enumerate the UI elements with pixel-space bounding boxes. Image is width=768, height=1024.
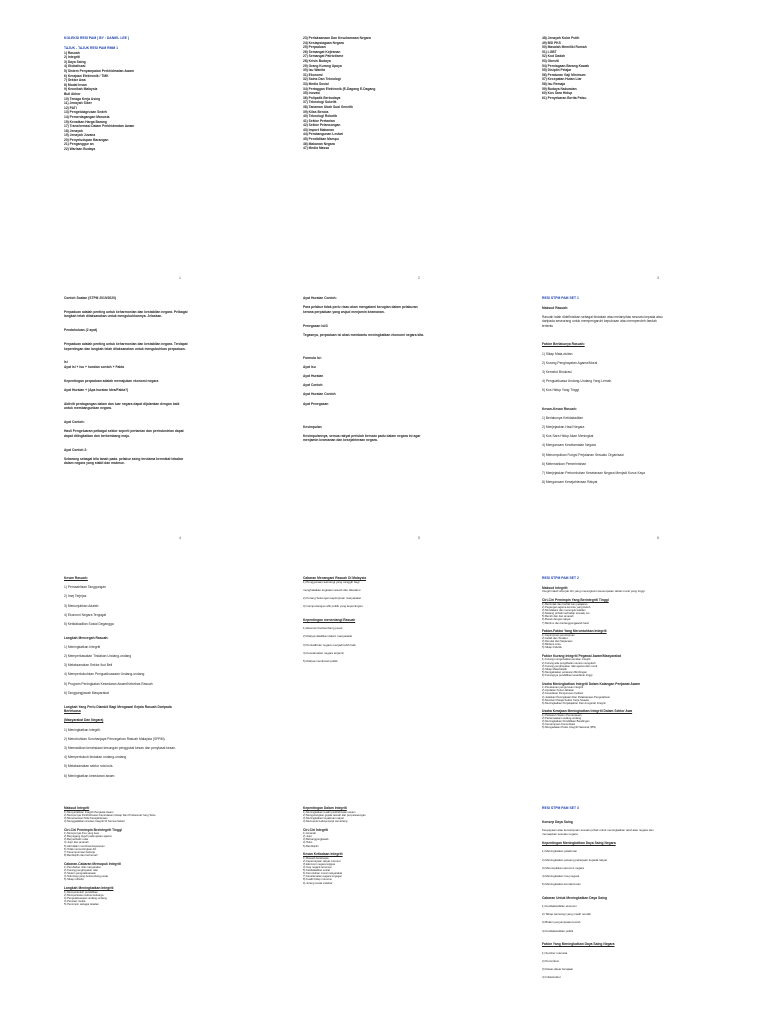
text-line: 34) Pertaggan Elektronik (E-Dagang E-Dagang	[303, 86, 376, 91]
text-line: 5) Kos Hidup Yang Tinggi	[542, 388, 580, 393]
text-line: 5) Melaksanakan sektor ruta kuis.	[64, 764, 114, 769]
text-line: Kepentingan Meningkatkan Daya Saing Negara	[542, 841, 616, 846]
text-line: 1) Kepimpinan pemimpinan	[542, 633, 575, 637]
text-line: Usaha Kerajaan Meningkatkan Integriti Dalam Sektor Awa	[542, 709, 633, 714]
text-line: 2) Kurang Sokongan kepimpinan masyarakat	[303, 596, 361, 600]
text-line: 5) Rakyat menikmati politik	[303, 659, 338, 663]
text-line: Pendahuluan (2 ayat)	[64, 328, 98, 333]
text-line: 6) Busuk dengan rakyat	[542, 618, 571, 622]
text-line: Ciri-Ciri Integriti	[303, 827, 329, 832]
text-line: Isi	[64, 360, 68, 365]
text-line: 3) Penguatkuasaan undang-undang	[64, 896, 107, 900]
text-line: KOLEKSI RESI PAM ( BY : DANIEL LEE )	[64, 36, 129, 40]
text-line: 2) Menjejaskan Hasil Negara	[542, 425, 585, 430]
text-line: 48) Jenayah Kolar Putih	[542, 36, 580, 40]
text-line: 3) Kesedaran Pengurusan Institusi	[542, 692, 584, 696]
text-line: 4) Ekonomi Negara Tergugat	[64, 612, 107, 617]
text-line: 2) Rakyat diadilkan dalam masyarakat	[303, 635, 353, 639]
text-line: (Masyarakat Dan Negara)	[64, 718, 104, 723]
text-line: 1) Memperkukuh pendidikan	[64, 890, 98, 894]
text-line: 14) Pemerdagangan Manusia	[64, 114, 110, 119]
text-line: TAJUK - TAJUK RESI PAM RMM 1	[64, 45, 119, 50]
text-line: kepentingan dan langkah telah dilaksanakan untuk mengukuhkan perpaduan.	[64, 346, 186, 351]
text-line: 1) Penggunaan teknologi yang canggih bagi	[303, 580, 360, 584]
text-line: 4) Ketidakstabilan politik	[542, 929, 574, 933]
text-line: 18) Jenayah	[64, 128, 83, 133]
text-line: 2) Kurang ada penglibatan secara mengukuh	[542, 661, 596, 665]
text-line: 3) Dasar-dasar kerajaan	[542, 967, 574, 971]
text-line: 3) Meningkatkan Pendidikan Bandingan	[542, 720, 590, 724]
text-line: 2) Pemimbun	[542, 959, 560, 963]
text-line: 1) Ketidakstabilan ekonomi	[542, 905, 577, 909]
text-line: 38) Tanaman Ubah Suai Genetik	[303, 104, 353, 109]
text-line: 6) Melemahkan Pemerintahan	[542, 461, 587, 466]
text-line: 3) Ekonomi negara terjejas	[303, 863, 336, 866]
text-line: 2) Jujur	[303, 835, 312, 839]
text-line: 56) Peraturan Gaji Minimum	[542, 72, 586, 77]
text-line: 3) Kos Sara Hidup Akan Meningkat	[542, 434, 594, 439]
text-line: menjamin keamanan dan kesejahteraan negara.	[303, 438, 378, 443]
text-line: 3) Menanamkan Nilai Kesejahteraan	[64, 816, 108, 820]
document-page	[303, 36, 535, 284]
text-line: Ayat Contoh 2:	[64, 447, 88, 452]
text-line: 7) Menjejaskan Pertumbuhan Kesetaraan Negara Menjadi Kurus Kaya	[542, 470, 645, 475]
text-line: 3) Campurtangan ahli politik yang kepentingan.	[303, 605, 364, 609]
text-line: Integriti ialah sifat jati diri yang merangkumi kesempatan tabiat moral yang tinggi.	[542, 590, 646, 594]
text-line: 7) Kesempurnaan bekerja	[64, 850, 95, 854]
text-line: 6) Meningkatkan kesedaran awam	[64, 773, 115, 778]
text-line: 43) Import Makanan	[303, 127, 334, 132]
text-line: 2) Pegangan agama kemutu yang kukuh	[542, 606, 591, 610]
text-line: Ayat Huraian Contoh	[303, 392, 336, 397]
text-line: 1) Rasuah	[64, 50, 80, 55]
text-line: 8) Modal Insan	[64, 82, 87, 87]
text-line: 4) Matang prihatin terhadap sesuatu isu	[542, 612, 590, 616]
text-line: 1) Perkukuh Sistem Pemantauan	[542, 713, 582, 717]
text-line: 2) Tahap teknologi yang masih rendah	[542, 913, 591, 917]
text-line: 51) LGBT	[542, 49, 557, 54]
text-line: 5) Ketidakadilan sosial	[303, 869, 330, 873]
text-line: 50) Masalah Memiliki Rumah	[542, 45, 587, 50]
text-line: 4) Memupuk budaya kerja cemerlang	[303, 819, 348, 823]
document-page	[303, 576, 535, 824]
page-number: 2	[418, 276, 420, 280]
text-line: 45) Pendidikan Mampu	[303, 137, 339, 142]
text-line: Para pelabur tidak perlu risau akan mengalami kerugian dalam pelaburan	[303, 305, 418, 310]
text-line: 5) Menumpulkan Fungsi Perjalanan Sesuatu Organisasi	[542, 452, 624, 457]
text-line: 3) Menunjukkan ekonomi negara	[542, 866, 585, 870]
text-line: 5) Sikap Individu	[542, 646, 562, 650]
text-line: 4) Jujur dan amanah	[64, 841, 89, 845]
text-line: Cabaran-Cabaran Memupuk Integriti	[64, 861, 121, 866]
text-line: 4) Jelaskan Peningkatan Dan Pelaksanaan Pengetahuan	[542, 695, 611, 699]
text-line: 30) Isu Wanita	[303, 68, 326, 73]
text-line: 31) Ekonomi	[303, 72, 323, 77]
text-line: 26) Semangat Kejiranan	[303, 49, 341, 54]
text-line: 10) Tenaga Kerja Asing	[64, 96, 101, 101]
text-line: 3) Dimulai dari Sarjanaan	[542, 640, 573, 643]
text-line: 21) Penganggur an	[64, 142, 94, 147]
text-line: 5) Memberi Pelaja Sektor Kerja Swasta	[542, 698, 589, 702]
text-line: Aktiviti perdagangan dalam dan luar negara dapat dijalankan dengan baik	[64, 401, 180, 406]
text-line: Buil Akhor	[64, 91, 81, 96]
text-line: 4) Meningkatkan imej negara	[542, 874, 580, 878]
text-line: 3) Meningkatkan keyakinan rakyat	[303, 816, 344, 820]
document-page	[542, 806, 768, 1022]
text-line: Ciri-Ciri Pemimpin Berintegriti Tinggi	[64, 827, 123, 832]
text-line: Kesimpulannya, semua rakyat perlulah bersatu padu dalam negara ini agar	[303, 433, 421, 438]
text-line: dapat ditingkatkan dan berkembang maju.	[64, 433, 130, 438]
page-number: 6	[657, 536, 659, 540]
page-number: 5	[418, 536, 420, 540]
text-line: 2) Arpdatan Ketua Jabatan	[542, 689, 574, 693]
text-line: Kepentingan menentangi Rasuah	[303, 617, 356, 622]
text-line: 59) Budaya Naburaian	[542, 86, 577, 91]
text-line: 3) Pentadbiran negara menjadi lebih baik	[303, 643, 356, 647]
text-line: 2) Imej Terjejas	[64, 594, 87, 599]
text-line: Ayat Huraian Contoh:	[303, 296, 337, 300]
document-page	[303, 806, 535, 1022]
text-line: 1) Rasuah berleluasa	[303, 856, 329, 860]
text-line: 5) Mengadakan Pelan Integriti Nasional (PIN)	[542, 726, 597, 730]
text-line: 3) Daya Saing	[64, 59, 86, 64]
text-line: Kepentingan Dalam Integriti	[303, 806, 347, 810]
text-line: menghalalkan kegiatan rasuah dan diketahui	[303, 588, 361, 592]
text-line: 1) Amanah	[303, 832, 316, 836]
text-line: Formula Isi:	[303, 355, 322, 360]
text-line: 22) Warisan Budaya	[64, 147, 96, 152]
text-line: 4) Kemampuan Komunikasi	[542, 723, 576, 727]
text-line: 1) Sumber manusia	[542, 951, 568, 955]
page-number: 4	[179, 536, 181, 540]
text-line: RESI STPM PAM SET 2	[542, 576, 579, 580]
text-line: 37) Teknologi Sukelik	[303, 100, 337, 105]
text-line: memajukan sesuatu negara	[542, 832, 578, 836]
text-line: 15) Kenaikan Harga Barang	[64, 119, 107, 124]
text-line: Kesan Ketiadaan Integriti	[303, 852, 343, 857]
text-line: 6) Meningkatkan Penjelajahan Dan Anugerah Integriti	[542, 701, 606, 705]
text-line: Contoh Soalan (STPM 2019/2020)	[64, 296, 117, 300]
text-line: kerana perpaduan yang wujud menjamin keamanan.	[303, 309, 385, 314]
text-line: 3) Menunjukkan Adalah	[64, 603, 99, 608]
document-page	[64, 296, 296, 544]
text-line: 40) Teknologi Robotik	[303, 114, 338, 119]
text-line: untuk membangunkan negara.	[64, 406, 112, 411]
text-line: Ayat Huraian + (Apa huraian Idea/Fakta?)	[64, 387, 129, 392]
text-line: 3) Melaksanakan Sektor Ikut Beli	[64, 663, 113, 668]
text-line: Maksud Rasuah:	[542, 305, 569, 310]
text-line: 5) Sikap individu	[64, 878, 84, 882]
text-line: 1) Pemaahlisan Tanggungan	[64, 585, 106, 590]
text-line: 1) Menyerlahkan Integriti Penjawat Awam	[64, 810, 114, 814]
text-line: 4) Peranan media	[64, 900, 86, 904]
text-line: 4) Menggalakkan Amalan Integriti Di Semua Sektor	[64, 819, 125, 823]
text-line: Faktor Yang Meningkatkan Daya Saing Negara	[542, 942, 615, 947]
text-line: 3) Kurang penghayatan nilai agama dan moral	[542, 664, 598, 668]
text-line: 49) BSI PKS	[542, 40, 561, 45]
text-line: Langkah Yang Perlu Diambil Bagi Mengawal Gejala Rasuah Daripada	[64, 704, 172, 709]
document-page	[542, 296, 768, 544]
text-line: 2) Menubuhkan Suruhanjaya Pencegahan Rasuah Malaysia (SPRM).	[64, 736, 166, 741]
page-number: 1	[179, 276, 181, 280]
text-line: 42) Sektor Pelancongan	[303, 123, 341, 128]
text-line: Penegasan Isi/3	[303, 323, 328, 328]
page-number: 3	[657, 276, 659, 280]
text-line: Cabaran Untuk Meningkatkan Daya Saing	[542, 895, 608, 900]
text-line: 3) Memastikan kerahsiaan kesungan penggubal kesan dan penyiasat kesan.	[64, 745, 176, 750]
text-line: 1) Ekonomi berkembang pesat	[303, 627, 343, 631]
text-line: 4) Imej negara tercemar	[303, 866, 332, 870]
text-line: 1) Perubahan nilai masyarakat	[64, 866, 101, 870]
document-page	[303, 296, 535, 544]
text-line: 23) Perlaksanaan Dan Kesukarnaan Negara	[303, 36, 371, 40]
text-line: Ayat Isi + Isu + huraian contoh + Fakta	[64, 364, 125, 369]
text-line: 3) Berperibadi mulia	[64, 838, 89, 842]
text-line: 9) Keunikah Malaysia	[64, 87, 98, 92]
text-line: 6) Tidak mementingkan diri	[64, 847, 97, 851]
text-line: Perpaduan adalah penting untuk keharmonian dan kestabilan negara. Terdapat	[64, 341, 188, 346]
text-line: Ayat Isu	[303, 364, 316, 369]
text-line: Langkah Meningkatkan Integriti	[64, 886, 114, 891]
text-line: 4) Globalisasi	[64, 64, 86, 69]
text-line: 3) Kemelut Birokrasi	[542, 369, 572, 374]
text-line: 4) Memperkukuhkan Penguatkuasaan Undang-undang	[64, 672, 145, 677]
text-line: 20) Penyeludupan Barangan	[64, 137, 109, 142]
text-line: Usaha Meningkatkan Integriti Dalam Kalangan Penjawat Awam	[542, 681, 641, 686]
text-line: 1) Berlakunya Ketidakadilan	[542, 415, 584, 420]
text-line: 11) Jenayah Siber	[64, 101, 92, 106]
text-line: 7) Sektor Awa	[64, 78, 86, 83]
document-page	[64, 806, 296, 1022]
text-line: 36) Polipatik Berbudaya	[303, 95, 341, 100]
text-line: 4) Birdemi.ozca	[542, 643, 561, 647]
text-line: Kesan-Kesan Rasuah:	[542, 406, 577, 411]
text-line: 47) Media Massa	[303, 146, 330, 151]
text-line: 5) Mengabaikan peraturan Bimbingan	[542, 670, 587, 674]
text-line: 33) Media Sosial	[303, 81, 329, 86]
text-line: 4) Penguatkuasa Undang-Undang Yang Lemah	[542, 379, 612, 384]
text-line: 3) Mendalami dan menunjuk teladan	[542, 609, 586, 613]
text-line: 57) Kecepatan Hutan Liar	[542, 77, 582, 82]
text-line: 39) Kilas Bencia	[303, 109, 329, 114]
text-line: 4) Keselamatan negara terjamin	[303, 651, 345, 655]
text-line: 2) Memperkasakan Tindakan Undang-undang	[64, 654, 132, 659]
text-line: Ayat Contoh:	[64, 420, 85, 425]
text-line: Kepentingan perpaduan adalah memajukan ekonomi negara	[64, 378, 159, 383]
text-line: 24) Kesiapsiagaan Negara	[303, 40, 344, 45]
text-line: Konsep Daya Saing	[542, 820, 573, 825]
text-line: RESI STPM PAM SET 3	[542, 806, 579, 810]
text-line: 9) Jurang sosial melebar	[303, 881, 333, 885]
text-line: 5) Bersih dan dan amanah	[542, 615, 574, 619]
text-line: RESI STPM PAM SET 1	[542, 296, 579, 300]
text-line: 2) Meningkatkan peluang pekerjaan kepada rakyat	[542, 858, 607, 862]
text-line: 6) Tanggungjawab Masyarakat	[64, 690, 109, 695]
text-line: Tegasnya, perpaduan isi akan membantu meningkatkan ekonomi negara kita.	[303, 332, 425, 337]
text-line: 25) Perpaduan	[303, 45, 326, 50]
text-line: 2) Kepercayaan rakyat merosot	[303, 859, 341, 863]
text-line: Faktor Kurang Integriti Pegawai Awam/Masyarakat	[542, 653, 621, 658]
text-line: dalam negara yang stabil dan makmur.	[64, 461, 125, 466]
text-line: 1) Sikap Mata-duitan	[542, 351, 573, 356]
text-line: 46) Makanan Negara	[303, 141, 335, 146]
text-line: 5) Ketidakadilan Sosial Degangga	[64, 621, 114, 626]
text-line: 55) Disiplin Pelajar	[542, 68, 572, 73]
text-line: Maksud Integriti	[64, 806, 90, 810]
text-line: 29) Orang Kurang Upaya	[303, 63, 342, 68]
text-line: 19) Jenayah Juvana	[64, 133, 96, 138]
text-line: 1) Meningkatkan integriti.	[64, 727, 101, 732]
text-line: 1) Kurang mengehakkan amalan integriti	[542, 658, 591, 662]
document-page	[542, 36, 768, 284]
text-line: 32) Sains Dan Teknologi	[303, 77, 341, 82]
text-line: 2) Asilah dan Tenaker	[542, 636, 568, 640]
text-line: 28) Krisis Budaya	[303, 58, 331, 63]
text-line: 5) Adil dalam membuat keputusan	[64, 844, 105, 848]
text-line: 2) Mempunyai Perkhidmatan Kecerdasan Cekap Dan Profesional Yang Telus	[64, 813, 156, 817]
text-line: 12) PATI	[64, 105, 77, 110]
text-line: 2) Perkemaskan undang-undang	[542, 717, 582, 721]
text-line: 8) Berdisiplin dan berhemah	[64, 853, 98, 857]
text-line: 41) Sektor Pertanian	[303, 118, 335, 123]
text-line: 35) Inovasi	[303, 91, 321, 96]
text-line: 6) Kerajaan Elektronik / TMK	[64, 73, 109, 78]
text-line: 1) Mempunyai ilmu yang luas	[64, 832, 99, 836]
text-line: 6) Keruntuhan moral masyarakat	[303, 872, 343, 876]
text-line: Maksud Integriti:	[542, 585, 569, 590]
document-page	[64, 576, 296, 824]
text-line: 7) Keselamatan negara tergugat	[303, 875, 342, 879]
text-line: Langkah Mencegah Rasuah:	[64, 635, 109, 640]
text-line: Kesan Rasuah:	[64, 576, 88, 580]
text-line: 1) Meningkatkan Integriti	[64, 644, 101, 649]
text-line: 53) Obesiti	[542, 58, 559, 63]
text-line: 2) Kurang Penghayatan Agama/Moral	[542, 360, 598, 365]
text-line: Perpaduan adalah penting untuk keharmonian dan kestabilan negara. Pelbagai	[64, 309, 188, 314]
text-line: 4) Telus	[303, 841, 313, 845]
text-line: 3) Sistem penguatkuasaan	[64, 872, 96, 876]
text-line: 52) Kod Dadah	[542, 54, 566, 59]
text-line: 61) Penyebaran Berita Palsu	[542, 95, 587, 100]
text-line: 2) Berpegang teguh pada ajaran agama	[64, 835, 112, 839]
text-line: 13) Pengelolagrusan Sedeh	[64, 110, 108, 115]
text-line: 2) Mengurangkan gejala rasuah dan penyelewengan	[303, 813, 366, 817]
text-line: 5) Pemimpin sebagai teladan	[64, 903, 99, 907]
text-line: daripada seseorang untuk mempengaruhi keputusan atau memperoleh faedah	[542, 319, 657, 324]
text-line: Ayat Contoh	[303, 383, 323, 388]
text-line: Faktor-Faktor Yang Meruntuhkan Integriti	[542, 629, 607, 634]
text-line: Rasuah ialah didefinisikan sebagai tindakan atau melanyihas sesuatu kepada atau	[542, 314, 663, 319]
text-line: 2) Memperkasa institusi keluarga	[64, 893, 104, 897]
text-line: 4) Mengancam Keselamatan Negara	[542, 443, 596, 448]
text-line: 17) Transformasi Dalam Perkhidmatan Awam	[64, 124, 135, 129]
text-line: Kesimpulan	[303, 424, 322, 429]
text-line: 7) Berilmu dan bertanggungjawab hauri	[542, 621, 590, 625]
text-line: 3) Bertanggungjawab	[303, 838, 329, 842]
text-line: 27) Semangat Patriotisme	[303, 54, 344, 59]
text-line: 58) Isu Remaja	[542, 81, 566, 86]
text-line: Ayat Huraian	[303, 374, 324, 379]
text-line: 5) Sistem Penyampaian Perkhidmatan Awam	[64, 68, 134, 73]
text-line: 5) Program Peningkatan Kesedaran Awam/Kebebas Rasuah	[64, 681, 153, 686]
text-line: Cabaran Menangani Rasuah Di Malaysia	[303, 576, 367, 580]
text-line: 4) Infrastruktur	[542, 976, 561, 980]
text-line: langkah telah dilaksanakan untuk mengukuhkannya. Jelaskan.	[64, 314, 163, 319]
text-line: 1) Bertindak dan berfikir kan pelajaran	[542, 602, 588, 606]
text-line: Hasil Pengeluaran pelbagai sektor seperti pertanian dan perindustrian dapat	[64, 429, 184, 434]
text-line: 1) Meningkatkan pelaburan	[542, 850, 578, 854]
text-line: Ayat Penegasan	[303, 401, 329, 406]
document-page	[542, 576, 768, 824]
text-line: 1) Meningkatkan kualiti perkhidmatan awam	[303, 810, 356, 814]
text-line: 4) Teknologi yang berkembang pesat	[64, 875, 109, 879]
text-line: 8) Kualiti hidup menurun	[303, 878, 333, 882]
document-page	[64, 36, 296, 284]
text-line: Berleluasa	[64, 709, 81, 714]
text-line: 5) Berdisiplin	[303, 844, 319, 848]
text-line: 2) Integriti	[64, 55, 80, 60]
text-line: 5) Meningkatkan kemakmuran	[542, 883, 581, 887]
text-line: 8) Mengancam Kesejahteraan Rakyat	[542, 480, 598, 485]
text-line: 1) Penekanan pengurusan integriti	[542, 686, 584, 690]
text-line: 6) Kurangnya pendidikan kesedaran tinggi	[542, 673, 593, 677]
text-line: 2) Kurang penghayatan nilai	[64, 869, 98, 873]
text-line: Sebarang sebagai bila tanah pada. pelabur asing terutama kemnikat tebabar	[64, 456, 184, 461]
text-line: 54) Perniagaan Barang Kawak	[542, 63, 590, 68]
text-line: 44) Pembangunan Lestari	[303, 132, 344, 137]
text-line: Ciri-Ciri Pemimpin Yang Berintegriti Tinggi	[542, 598, 609, 603]
text-line: Faktor Berlakunya Rasuah:	[542, 342, 585, 347]
text-line: 3) Bidam penyampaian lemah	[542, 921, 581, 925]
text-line: 60) Kos Sara Hidup	[542, 91, 573, 96]
text-line: 4) Sikap Materialistik	[542, 667, 567, 671]
text-line: 4) Memperkukuh tindakan undang-undang	[64, 755, 127, 760]
text-line: Keupayaan atau kemampuan sesuatu pihak untuk meningkatkan taraf atau negara dan	[542, 829, 654, 833]
text-line: tertentu	[542, 323, 554, 328]
